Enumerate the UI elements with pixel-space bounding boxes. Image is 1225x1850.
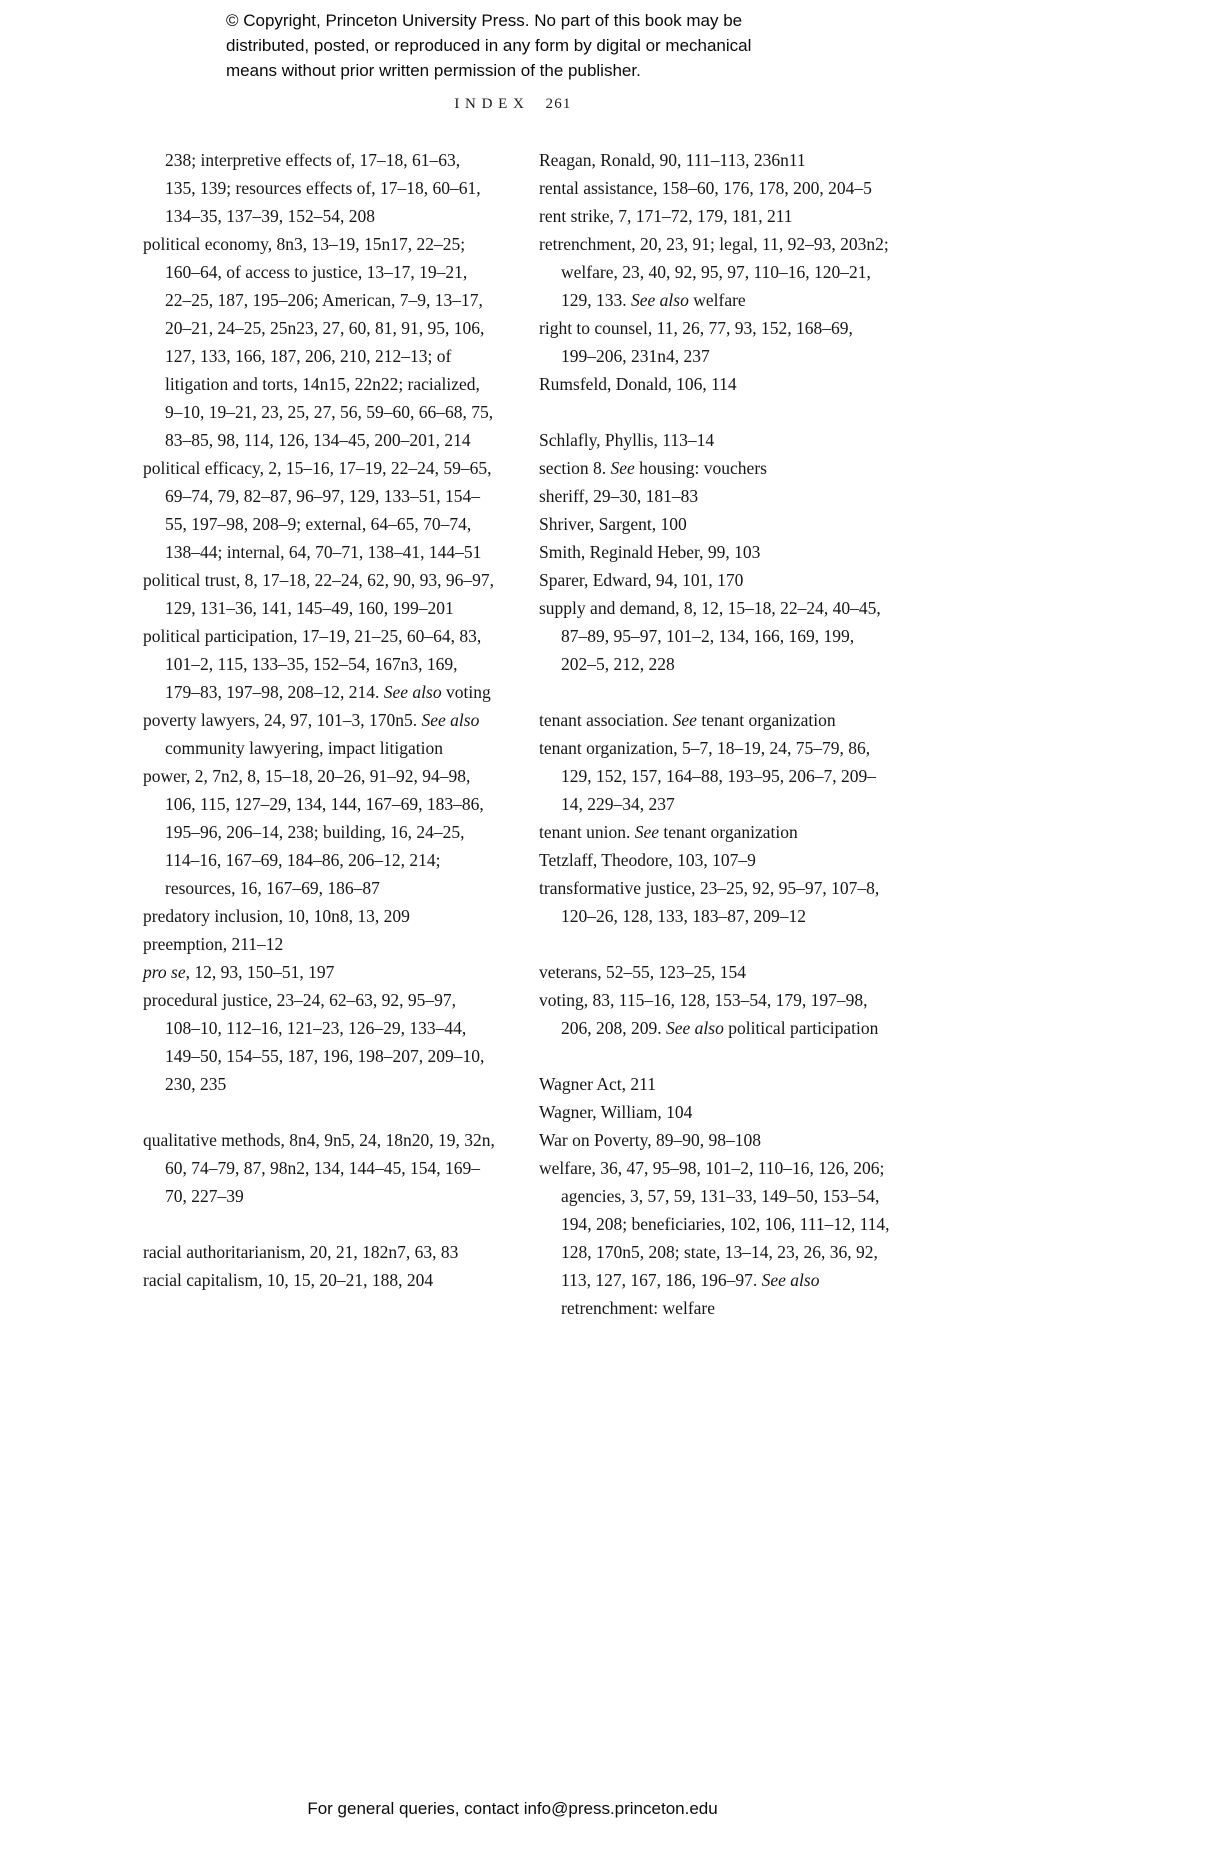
index-entry-text: racial authoritarianism, 20, 21, 182n7, 63, 83 (143, 1242, 459, 1262)
index-entry (539, 482, 891, 510)
index-entry-text: supply and demand, 8, 12, 15–18, 22–24, 40–45, 87–89, 95–97, 101–2, 134, 166, 169, 199, 202–5, 212, 228 (539, 598, 881, 674)
index-entry-cross-reference: See also (761, 1270, 820, 1290)
index-entry-text: tenant union. (539, 822, 635, 842)
index-entry-text: retrenchment: welfare (561, 1298, 716, 1318)
index-entry (539, 1070, 891, 1098)
index-entry (539, 1126, 891, 1154)
copyright-line-1: © Copyright, Princeton University Press. No part of this book may be (226, 11, 743, 30)
footer-contact: For general queries, contact info@press.princeton.edu (307, 1799, 718, 1818)
index-entry (143, 1238, 495, 1266)
index-entry-text: Smith, Reginald Heber, 99, 103 (539, 542, 761, 562)
index-entry (143, 622, 495, 706)
index-entry-cross-reference: See (672, 710, 697, 730)
index-entry (539, 566, 891, 594)
index-entry (539, 174, 891, 202)
index-column-left (143, 146, 495, 1294)
copyright-line-3: means without prior written permission of the publisher. (226, 61, 641, 80)
page-header (143, 96, 883, 113)
index-entry (143, 1266, 495, 1294)
index-entry-text: , 12, 93, 150–51, 197 (185, 962, 335, 982)
index-entry-text: preemption, 211–12 (143, 934, 284, 954)
index-entry (539, 818, 891, 846)
index-column-right (539, 146, 891, 1322)
index-entry-text: tenant organization (696, 710, 836, 730)
index-columns (143, 146, 891, 1322)
index-entry-text: rent strike, 7, 171–72, 179, 181, 211 (539, 206, 793, 226)
index-entry-text: community lawyering, impact litigation (165, 738, 444, 758)
index-entry (539, 146, 891, 174)
index-entry-text: political participation, 17–19, 21–25, 60–64, 83, 101–2, 115, 133–35, 152–54, 167n3, 169, 179–83, 197–98, 208–12, 214. (143, 626, 482, 702)
index-entry-text: political participation (723, 1018, 879, 1038)
index-entry-text: voting (441, 682, 491, 702)
index-entry (539, 958, 891, 986)
index-entry (539, 874, 891, 930)
index-entry-text: poverty lawyers, 24, 97, 101–3, 170n5. (143, 710, 422, 730)
index-entry (539, 706, 891, 734)
index-entry (539, 538, 891, 566)
index-entry-text: tenant association. (539, 710, 673, 730)
index-entry (143, 930, 495, 958)
index-entry-cross-reference: See also (666, 1018, 724, 1038)
index-entry-text: welfare (688, 290, 746, 310)
index-entry (143, 454, 495, 566)
index-entry-text: housing: vouchers (634, 458, 767, 478)
index-entry (143, 986, 495, 1098)
index-entry (539, 510, 891, 538)
index-entry (539, 986, 891, 1042)
index-entry-text: rental assistance, 158–60, 176, 178, 200, 204–5 (539, 178, 872, 198)
index-entry-text: welfare, 36, 47, 95–98, 101–2, 110–16, 126, 206; agencies, 3, 57, 59, 131–33, 149–50, 153–54, 194, 208; beneficiaries, 102, 106, 111–12, 114, 128, 170n5, 208; state, 13–14, 23, 26, 36, 92, 113, 127, 167, 186, 196–97. (539, 1158, 890, 1290)
index-entry (539, 370, 891, 398)
index-entry-text: Sparer, Edward, 94, 101, 170 (539, 570, 744, 590)
index-entry-text: predatory inclusion, 10, 10n8, 13, 209 (143, 906, 410, 926)
index-entry (539, 1154, 891, 1322)
index-entry-text: voting, 83, 115–16, 128, 153–54, 179, 197–98, 206, 208, 209. (539, 990, 868, 1038)
index-entry-text: political trust, 8, 17–18, 22–24, 62, 90, 93, 96–97, 129, 131–36, 141, 145–49, 160, 199–201 (143, 570, 494, 618)
index-entry (143, 566, 495, 622)
index-entry (539, 202, 891, 230)
index-entry-text: qualitative methods, 8n4, 9n5, 24, 18n20, 19, 32n, 60, 74–79, 87, 98n2, 134, 144–45, 154, 169–70, 227–39 (143, 1130, 495, 1206)
index-entry-text: political economy, 8n3, 13–19, 15n17, 22–25; 160–64, of access to justice, 13–17, 19–21, 22–25, 187, 195–206; American, 7–9, 13–17, 20–21, 24–25, 25n23, 27, 60, 81, 91, 95, 106, 127, 133, 166, 187, 206, 210, 212–13; of litigation and torts, 14n15, 22n22; racialized, 9–10, 19–21, 23, 25, 27, 56, 59–60, 66–68, 75, 83–85, 98, 114, 126, 134–45, 200–201, 214 (143, 234, 494, 450)
index-entry-cross-reference: pro se (143, 962, 186, 982)
index-entry-cross-reference: See (610, 458, 635, 478)
index-entry-cross-reference: See also (631, 290, 689, 310)
index-entry-text: Reagan, Ronald, 90, 111–113, 236n11 (539, 150, 806, 170)
index-entry-text: racial capitalism, 10, 15, 20–21, 188, 204 (143, 1270, 434, 1290)
index-entry-text: sheriff, 29–30, 181–83 (539, 486, 699, 506)
index-entry (539, 734, 891, 818)
index-entry-text: Wagner, William, 104 (539, 1102, 693, 1122)
page-number: 261 (545, 96, 572, 112)
index-entry-text: tenant organization, 5–7, 18–19, 24, 75–79, 86, 129, 152, 157, 164–88, 193–95, 206–7, 209–14, 229–34, 237 (539, 738, 876, 814)
copyright-line-2: distributed, posted, or reproduced in any form by digital or mechanical (226, 36, 752, 55)
index-title: INDEX (454, 96, 530, 112)
copyright-notice (226, 8, 846, 83)
index-entry (539, 846, 891, 874)
index-entry-text: procedural justice, 23–24, 62–63, 92, 95–97, 108–10, 112–16, 121–23, 126–29, 133–44, 149–50, 154–55, 187, 196, 198–207, 209–10, 230, 235 (143, 990, 485, 1094)
index-entry (143, 1126, 495, 1210)
index-entry-text: veterans, 52–55, 123–25, 154 (539, 962, 747, 982)
index-entry (539, 314, 891, 370)
index-entry-text: section 8. (539, 458, 611, 478)
index-entry (539, 230, 891, 314)
index-entry-text: right to counsel, 11, 26, 77, 93, 152, 168–69, 199–206, 231n4, 237 (539, 318, 853, 366)
index-entry-cross-reference: See also (383, 682, 442, 702)
index-entry-text: power, 2, 7n2, 8, 15–18, 20–26, 91–92, 94–98, 106, 115, 127–29, 134, 144, 167–69, 183–86, 195–96, 206–14, 238; building, 16, 24–25, 114–16, 167–69, 184–86, 206–12, 214; resources, 16, 167–69, 186–87 (143, 766, 484, 898)
index-entry-text: retrenchment, 20, 23, 91; legal, 11, 92–93, 203n2; welfare, 23, 40, 92, 95, 97, 110–16, 120–21, 129, 133. (539, 234, 889, 310)
index-entry (539, 1098, 891, 1126)
index-entry-text: Schlafly, Phyllis, 113–14 (539, 430, 715, 450)
index-entry-cross-reference: See also (421, 710, 480, 730)
index-entry-cross-reference: See (634, 822, 660, 842)
index-entry-text: Wagner Act, 211 (539, 1074, 657, 1094)
index-entry-text: Rumsfeld, Donald, 106, 114 (539, 374, 737, 394)
index-entry-text: political efficacy, 2, 15–16, 17–19, 22–24, 59–65, 69–74, 79, 82–87, 96–97, 129, 133–51, 154–55, 197–98, 208–9; external, 64–65, 70–74, 138–44; internal, 64, 70–71, 138–41, 144–51 (143, 458, 492, 562)
index-entry-text: Tetzlaff, Theodore, 103, 107–9 (539, 850, 756, 870)
index-entry-text: tenant organization (659, 822, 798, 842)
index-entry (143, 146, 495, 230)
index-entry (143, 762, 495, 902)
index-entry (143, 230, 495, 454)
index-entry (143, 902, 495, 930)
index-entry-text: transformative justice, 23–25, 92, 95–97, 107–8, 120–26, 128, 133, 183–87, 209–12 (539, 878, 880, 926)
index-entry-text: 238; interpretive effects of, 17–18, 61–63, 135, 139; resources effects of, 17–18, 60–61, 134–35, 137–39, 152–54, 208 (165, 150, 481, 226)
index-entry (539, 426, 891, 454)
index-entry (539, 594, 891, 678)
index-entry (143, 958, 495, 986)
index-entry (143, 706, 495, 762)
index-entry-text: Shriver, Sargent, 100 (539, 514, 687, 534)
index-entry (539, 454, 891, 482)
index-entry-text: War on Poverty, 89–90, 98–108 (539, 1130, 762, 1150)
